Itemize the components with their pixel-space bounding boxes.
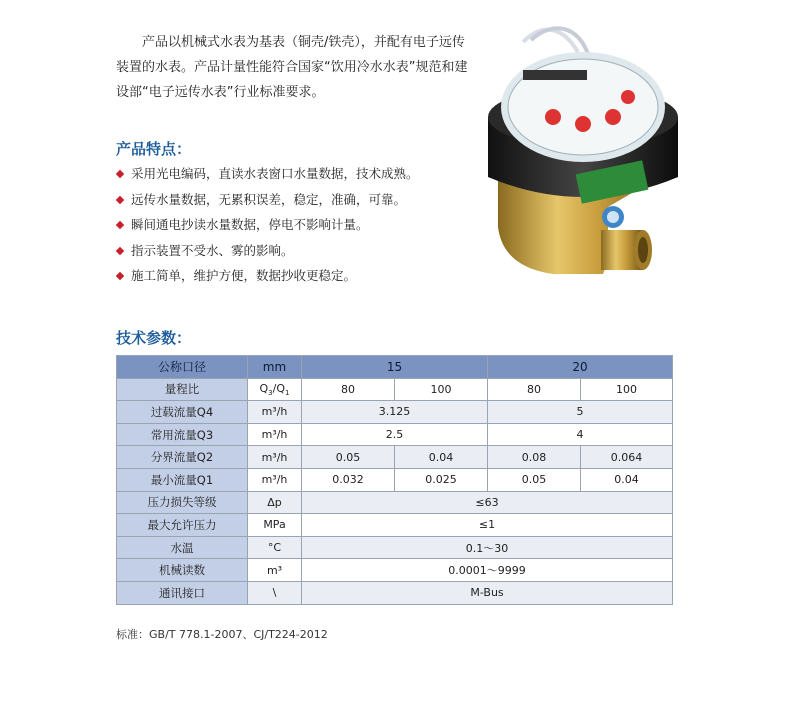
header-unit: mm bbox=[248, 356, 302, 379]
table-row bbox=[117, 491, 673, 514]
spec-table bbox=[116, 355, 673, 605]
cell: 100 bbox=[581, 378, 673, 401]
cell: 4 bbox=[488, 423, 673, 446]
table-row bbox=[117, 514, 673, 537]
table-row bbox=[117, 559, 673, 582]
cell: 0.04 bbox=[581, 468, 673, 491]
cell: 0.1～30 bbox=[302, 536, 673, 559]
header-dn20: 20 bbox=[488, 356, 673, 379]
row-unit: m³/h bbox=[248, 446, 302, 469]
cell: 0.05 bbox=[488, 468, 581, 491]
row-unit: m³ bbox=[248, 559, 302, 582]
row-name: 最大允许压力 bbox=[117, 514, 248, 537]
row-name: 过载流量Q4 bbox=[117, 401, 248, 424]
cell: 0.025 bbox=[395, 468, 488, 491]
water-meter-image bbox=[483, 12, 683, 292]
feature-item: 施工简单，维护方便，数据抄收更稳定。 bbox=[116, 263, 419, 289]
cell: ≤63 bbox=[302, 491, 673, 514]
cell: 0.0001～9999 bbox=[302, 559, 673, 582]
cell: M-Bus bbox=[302, 581, 673, 604]
feature-item: 采用光电编码，直读水表窗口水量数据，技术成熟。 bbox=[116, 161, 419, 187]
features-list bbox=[116, 161, 419, 289]
diamond-bullet-icon bbox=[116, 170, 124, 178]
row-name: 常用流量Q3 bbox=[117, 423, 248, 446]
cell: 0.064 bbox=[581, 446, 673, 469]
row-unit: $Q_3/Q_1$ bbox=[248, 378, 302, 401]
cell: 0.05 bbox=[302, 446, 395, 469]
table-row bbox=[117, 468, 673, 491]
cell: 0.032 bbox=[302, 468, 395, 491]
diamond-bullet-icon bbox=[116, 246, 124, 254]
feature-item: 远传水量数据，无累积误差，稳定，准确，可靠。 bbox=[116, 187, 419, 213]
table-row bbox=[117, 378, 673, 401]
cell: 2.5 bbox=[302, 423, 488, 446]
row-unit: MPa bbox=[248, 514, 302, 537]
row-name: 水温 bbox=[117, 536, 248, 559]
standard-note: 标准：GB/T 778.1-2007、CJ/T224-2012 bbox=[116, 628, 328, 641]
table-row bbox=[117, 536, 673, 559]
cell: 80 bbox=[302, 378, 395, 401]
diamond-bullet-icon bbox=[116, 221, 124, 229]
diamond-bullet-icon bbox=[116, 195, 124, 203]
cell: 0.08 bbox=[488, 446, 581, 469]
row-name: 分界流量Q2 bbox=[117, 446, 248, 469]
cell: 0.04 bbox=[395, 446, 488, 469]
row-unit: °C bbox=[248, 536, 302, 559]
header-name: 公称口径 bbox=[117, 356, 248, 379]
row-unit: m³/h bbox=[248, 423, 302, 446]
row-name: 通讯接口 bbox=[117, 581, 248, 604]
feature-item: 指示装置不受水、雾的影响。 bbox=[116, 238, 419, 264]
cell: 3.125 bbox=[302, 401, 488, 424]
row-unit: m³/h bbox=[248, 401, 302, 424]
cell: 5 bbox=[488, 401, 673, 424]
table-row bbox=[117, 401, 673, 424]
cell: 100 bbox=[395, 378, 488, 401]
row-name: 压力损失等级 bbox=[117, 491, 248, 514]
header-dn15: 15 bbox=[302, 356, 488, 379]
row-unit: Δp bbox=[248, 491, 302, 514]
intro-text: 产品以机械式水表为基表（铜壳/铁壳），并配有电子远传装置的水表。产品计量性能符合国家“饮用冷水水表”规范和建设部“电子远传水表”行业标准要求。 bbox=[116, 35, 468, 100]
row-unit: \ bbox=[248, 581, 302, 604]
table-row bbox=[117, 581, 673, 604]
row-name: 量程比 bbox=[117, 378, 248, 401]
row-name: 机械读数 bbox=[117, 559, 248, 582]
table-row bbox=[117, 423, 673, 446]
cell: 80 bbox=[488, 378, 581, 401]
features-title: 产品特点： bbox=[116, 140, 192, 158]
cell: ≤1 bbox=[302, 514, 673, 537]
row-name: 最小流量Q1 bbox=[117, 468, 248, 491]
feature-item: 瞬间通电抄读水量数据，停电不影响计量。 bbox=[116, 212, 419, 238]
table-row bbox=[117, 446, 673, 469]
row-unit: m³/h bbox=[248, 468, 302, 491]
table-header-row bbox=[117, 356, 673, 379]
params-title: 技术参数： bbox=[116, 329, 192, 347]
diamond-bullet-icon bbox=[116, 272, 124, 280]
